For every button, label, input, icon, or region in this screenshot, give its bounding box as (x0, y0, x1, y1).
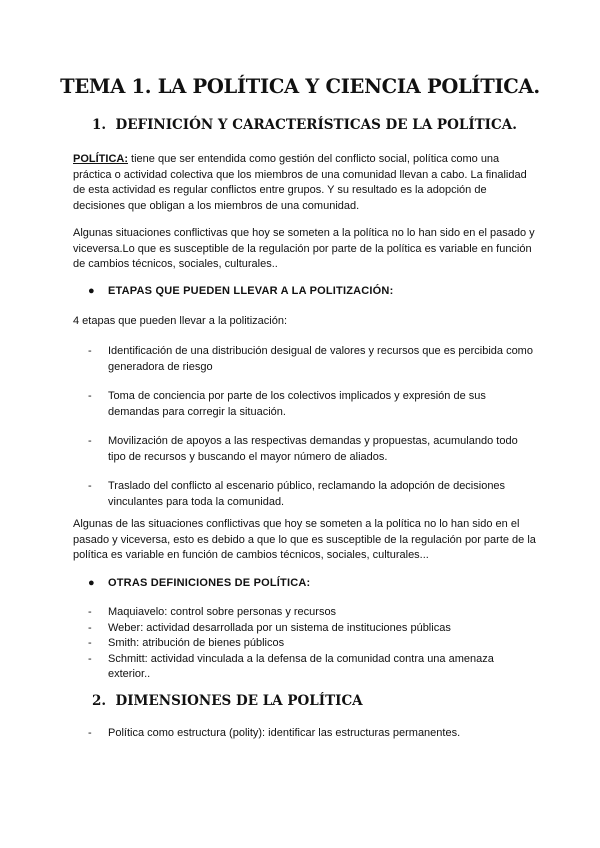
section-2-heading (92, 693, 363, 709)
bullet-dot-icon: ● (88, 577, 95, 589)
list-item-text: Smith: atribución de bienes públicos (108, 637, 285, 649)
bullet-definiciones-label: OTRAS DEFINICIONES DE POLÍTICA: (108, 577, 311, 589)
bullet-definiciones (88, 577, 310, 589)
page-title: TEMA 1. LA POLÍTICA Y CIENCIA POLÍTICA. (60, 75, 540, 98)
politica-text: tiene que ser entendida como gestión del conflicto social, política como una práctica o actividad colectiva que los miembros de una comunidad llevan a cabo. La finalidad de esta actividad es regular conflictos entre grupos. Y su resultado es la adopción de decisiones que obligan a los miembros de una comunidad. (73, 153, 527, 212)
dash-icon: - (88, 637, 92, 649)
list-item (88, 652, 538, 683)
dash-icon: - (88, 621, 92, 634)
bullet-etapas-label: ETAPAS QUE PUEDEN LLEVAR A LA POLITIZACIÓN: (108, 285, 394, 297)
section-2-title: DIMENSIONES DE LA POLÍTICA (115, 693, 363, 709)
list-item (88, 389, 538, 420)
dash-icon: - (88, 606, 92, 618)
dimensiones-list (88, 726, 538, 742)
etapas-list (88, 344, 538, 510)
paragraph-2-text: Algunas situaciones conflictivas que hoy se someten a la política no lo han sido en el pasado y viceversa.Lo que es susceptible de la regulación por parte de la política es variable en función de cambios técnicos, sociales, culturales.. (73, 227, 535, 270)
definiciones-list (88, 605, 538, 683)
dash-icon: - (88, 345, 92, 357)
list-item (88, 636, 538, 652)
list-item (88, 434, 538, 465)
list-item (88, 344, 538, 375)
section-1-number: 1. (92, 117, 107, 133)
bullet-etapas (88, 285, 393, 297)
dash-icon: - (88, 435, 92, 447)
list-item-text: Identificación de una distribución desigual de valores y recursos que es percibida como generadora de riesgo (108, 345, 533, 373)
dash-icon: - (88, 652, 92, 665)
dash-icon: - (88, 727, 92, 739)
list-item-text: Política como estructura (polity): identificar las estructuras permanentes. (108, 727, 461, 739)
list-item-text: Movilización de apoyos a las respectivas demandas y propuestas, acumulando todo tipo de recursos y buscando el mayor número de aliados. (108, 435, 518, 463)
dash-icon: - (88, 480, 92, 492)
section-2-number: 2. (92, 693, 107, 709)
list-item-text: Toma de conciencia por parte de los colectivos implicados y expresión de sus demandas para corregir la situación. (108, 390, 486, 418)
list-item (88, 726, 538, 742)
politica-definition (73, 152, 538, 214)
section-1-heading (92, 117, 517, 133)
list-item-text: Traslado del conflicto al escenario público, reclamando la adopción de decisiones vinculantes para toda la comunidad. (108, 480, 506, 508)
paragraph-3 (73, 517, 538, 564)
etapas-intro: 4 etapas que pueden llevar a la politización: (73, 315, 288, 327)
list-item-text: Schmitt: actividad vinculada a la defensa de la comunidad contra una amenaza exterior.. (108, 652, 494, 680)
list-item (88, 621, 538, 637)
dash-icon: - (88, 390, 92, 402)
paragraph-3-text: Algunas de las situaciones conflictivas que hoy se someten a la política no lo han sido en el pasado y viceversa, esto es debido a que lo que es susceptible de la regulación por parte de la política es variable en función de cambios técnicos, sociales, culturales... (73, 518, 536, 561)
list-item (88, 605, 538, 621)
list-item-text: Weber: actividad desarrollada por un sistema de instituciones públicas (108, 621, 451, 634)
list-item-text: Maquiavelo: control sobre personas y recursos (108, 606, 337, 618)
bullet-dot-icon: ● (88, 285, 95, 297)
politica-term: POLÍTICA: (73, 153, 128, 165)
list-item (88, 479, 538, 510)
section-1-title: DEFINICIÓN Y CARACTERÍSTICAS DE LA POLÍTICA. (115, 117, 517, 133)
paragraph-2 (73, 226, 538, 273)
